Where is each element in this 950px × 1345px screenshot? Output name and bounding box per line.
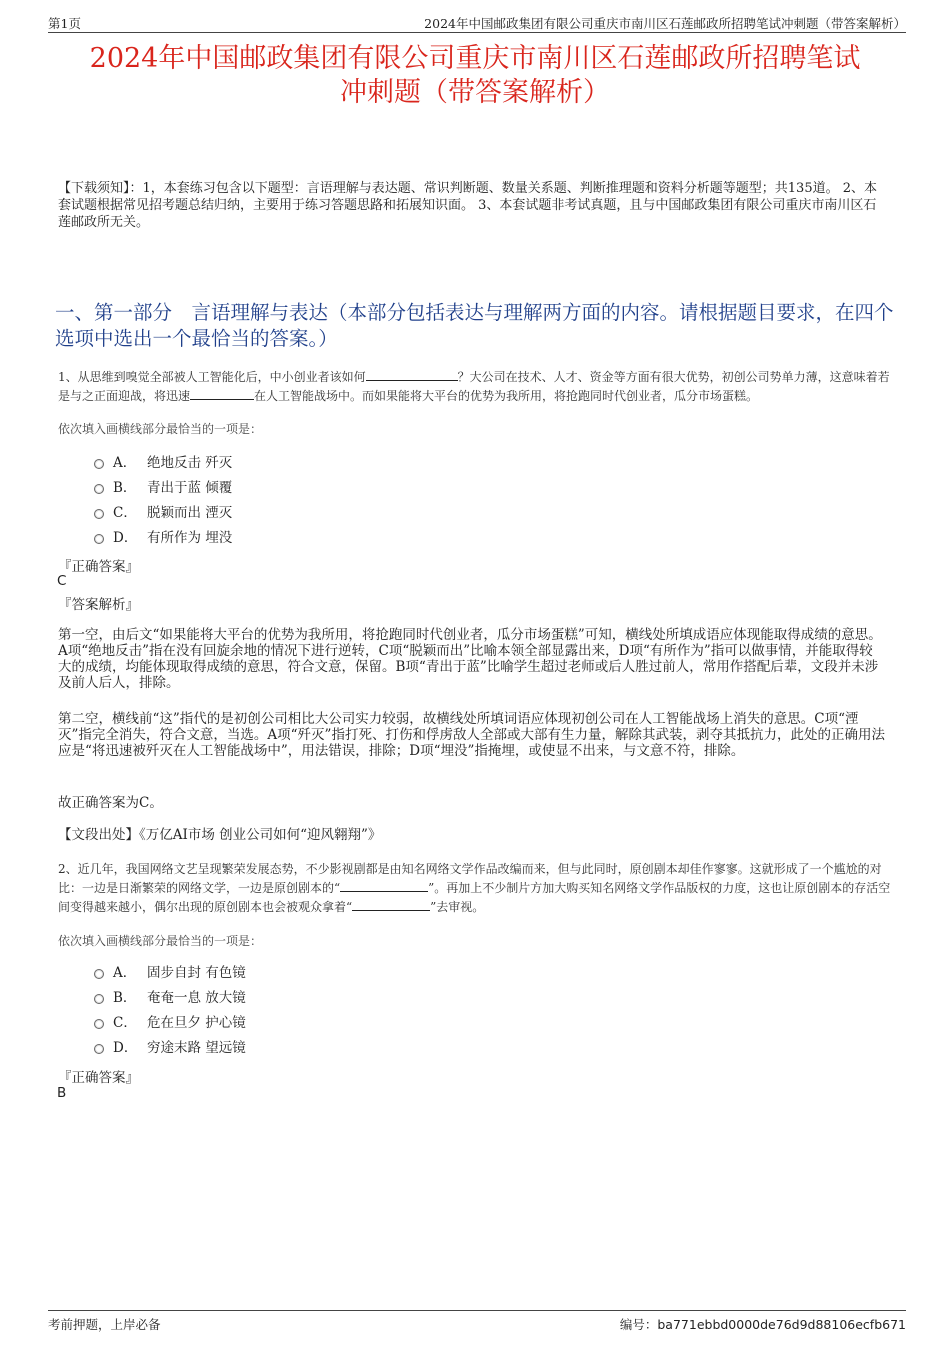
page-header: [48, 12, 906, 33]
option-text: 穷途末路 望远镜: [147, 1040, 246, 1056]
question-1-options: [94, 451, 232, 551]
radio-icon[interactable]: [94, 994, 104, 1004]
option-text: 脱颖而出 湮灭: [147, 505, 233, 521]
q2-text-c: ”去审视。: [430, 900, 485, 914]
footer-slogan: 考前押题，上岸必备: [48, 1317, 161, 1332]
download-notice: 【下载须知】：1，本套练习包含以下题型：言语理解与表达题、常识判断题、数量关系题、判断推理题和资料分析题等题型；共135道。 2、本套试题根据常见招考题总结归纳，主要用于练习答题思路和拓展知识面。 3、本套试题非考试真题，且与中国邮政集团有限公司重庆市南川区石莲邮政所无关。: [58, 181, 877, 230]
answer-value: B: [57, 1085, 67, 1101]
page-title: [40, 42, 910, 110]
answer-value: C: [57, 573, 67, 589]
blank-2: [352, 898, 430, 911]
option-letter: B．: [113, 990, 137, 1006]
question-1-prompt: 依次填入画横线部分最恰当的一项是：: [58, 422, 263, 436]
q1-text-a: 1、从思维到嗅觉全部被人工智能化后，中小创业者该如何: [58, 370, 366, 384]
option-text: 奄奄一息 放大镜: [147, 990, 246, 1006]
option-letter: C．: [113, 1015, 137, 1031]
footer-code-label: 编号：: [619, 1317, 658, 1332]
analysis-label: 『答案解析』: [58, 597, 139, 613]
title-line-2: 冲刺题（带答案解析）: [340, 77, 610, 108]
blank-2: [190, 387, 254, 400]
footer-code-value: ba771ebbd0000de76d9d88106ecfb671: [657, 1317, 906, 1332]
option-d[interactable]: [94, 526, 232, 551]
section-heading: 一、第一部分 言语理解与表达（本部分包括表达与理解两方面的内容。请根据题目要求，在四个选项中选出一个最恰当的答案。）: [55, 301, 894, 350]
q1-text-c: 在人工智能战场中。而如果能将大平台的优势为我所用，将抢跑同时代创业者，瓜分市场蛋糕。: [254, 389, 759, 403]
source-citation: 【文段出处】《万亿AI市场 创业公司如何“迎风翱翔”》: [58, 827, 382, 843]
header-doc-title: 2024年中国邮政集团有限公司重庆市南川区石莲邮政所招聘笔试冲刺题（带答案解析）: [424, 16, 906, 31]
blank-1: [366, 368, 458, 381]
blank-1: [340, 879, 428, 892]
answer-label: 『正确答案』: [58, 1070, 139, 1086]
radio-icon[interactable]: [94, 534, 104, 544]
radio-icon[interactable]: [94, 484, 104, 494]
radio-icon[interactable]: [94, 509, 104, 519]
page-number: 第1页: [48, 16, 81, 31]
title-line-1: 2024年中国邮政集团有限公司重庆市南川区石莲邮政所招聘笔试: [89, 43, 861, 74]
analysis-paragraph-1: 第一空，由后文“如果能将大平台的优势为我所用，将抢跑同时代创业者，瓜分市场蛋糕”可知，横线处所填成语应体现能取得成绩的意思。A项“绝地反击”指在没有回旋余地的情况下进行逆转，C项“脱颖而出”比喻本领全部显露出来，D项“有所作为”指可以做事情，并能取得较大的成绩，均能体现取得成绩的意思，符合文意，保留。B项“青出于蓝”比喻学生超过老师或后人胜过前人，常用作搭配后辈，文段并未涉及前人后人，排除。: [58, 627, 882, 691]
q2-text-b: ”。再加上不少制片方加大购买知名网络文学作品版权的力度，这也让原创剧本的存活空间变得越来越小，偶尔出现的原创剧本也会被观众拿着“: [58, 881, 891, 914]
option-a[interactable]: [94, 961, 246, 986]
question-2-options: [94, 961, 246, 1061]
radio-icon[interactable]: [94, 1019, 104, 1029]
option-b[interactable]: [94, 986, 246, 1011]
page-footer: [48, 1310, 906, 1335]
question-2-prompt: 依次填入画横线部分最恰当的一项是：: [58, 934, 263, 948]
option-d[interactable]: [94, 1036, 246, 1061]
radio-icon[interactable]: [94, 969, 104, 979]
option-text: 固步自封 有色镜: [147, 965, 246, 981]
option-c[interactable]: [94, 501, 232, 526]
option-a[interactable]: [94, 451, 232, 476]
answer-label: 『正确答案』: [58, 559, 139, 575]
question-1-text: [58, 368, 894, 406]
footer-code: [620, 1315, 906, 1333]
radio-icon[interactable]: [94, 459, 104, 469]
option-text: 有所作为 埋没: [147, 530, 233, 546]
option-c[interactable]: [94, 1011, 246, 1036]
option-text: 绝地反击 歼灭: [147, 455, 233, 471]
option-letter: C．: [113, 505, 137, 521]
q1-text-b: ？大公司在技术、人才、资金等方面有很大优势，初创公司势单力薄，这意味着若是与之正面迎战，将迅速: [58, 370, 890, 403]
option-letter: A．: [113, 965, 137, 981]
option-letter: D．: [113, 1040, 138, 1056]
q2-text-a: 2、近几年，我国网络文艺呈现繁荣发展态势，不少影视剧都是由知名网络文学作品改编而来，但与此同时，原创剧本却佳作寥寥。这就形成了一个尴尬的对比：一边是日渐繁荣的网络文学，一边是原创剧本的“: [58, 862, 882, 895]
option-b[interactable]: [94, 476, 232, 501]
option-letter: D．: [113, 530, 138, 546]
option-text: 危在旦夕 护心镜: [147, 1015, 246, 1031]
radio-icon[interactable]: [94, 1044, 104, 1054]
analysis-paragraph-2: 第二空，横线前“这”指代的是初创公司相比大公司实力较弱，故横线处所填词语应体现初创公司在人工智能战场上消失的意思。C项“湮灭”指完全消失，符合文意，当选。A项“歼灭”指打死、打伤和俘虏敌人全部或大部有生力量，解除其武装，剥夺其抵抗力，此处的正确用法应是“将迅速被歼灭在人工智能战场中”，用法错误，排除；D项“埋没”指掩埋，或使显不出来，与文意不符，排除。: [58, 711, 885, 759]
option-letter: A．: [113, 455, 137, 471]
question-2-text: [58, 860, 894, 917]
option-text: 青出于蓝 倾覆: [147, 480, 233, 496]
analysis-conclusion: 故正确答案为C。: [58, 795, 163, 811]
option-letter: B．: [113, 480, 137, 496]
